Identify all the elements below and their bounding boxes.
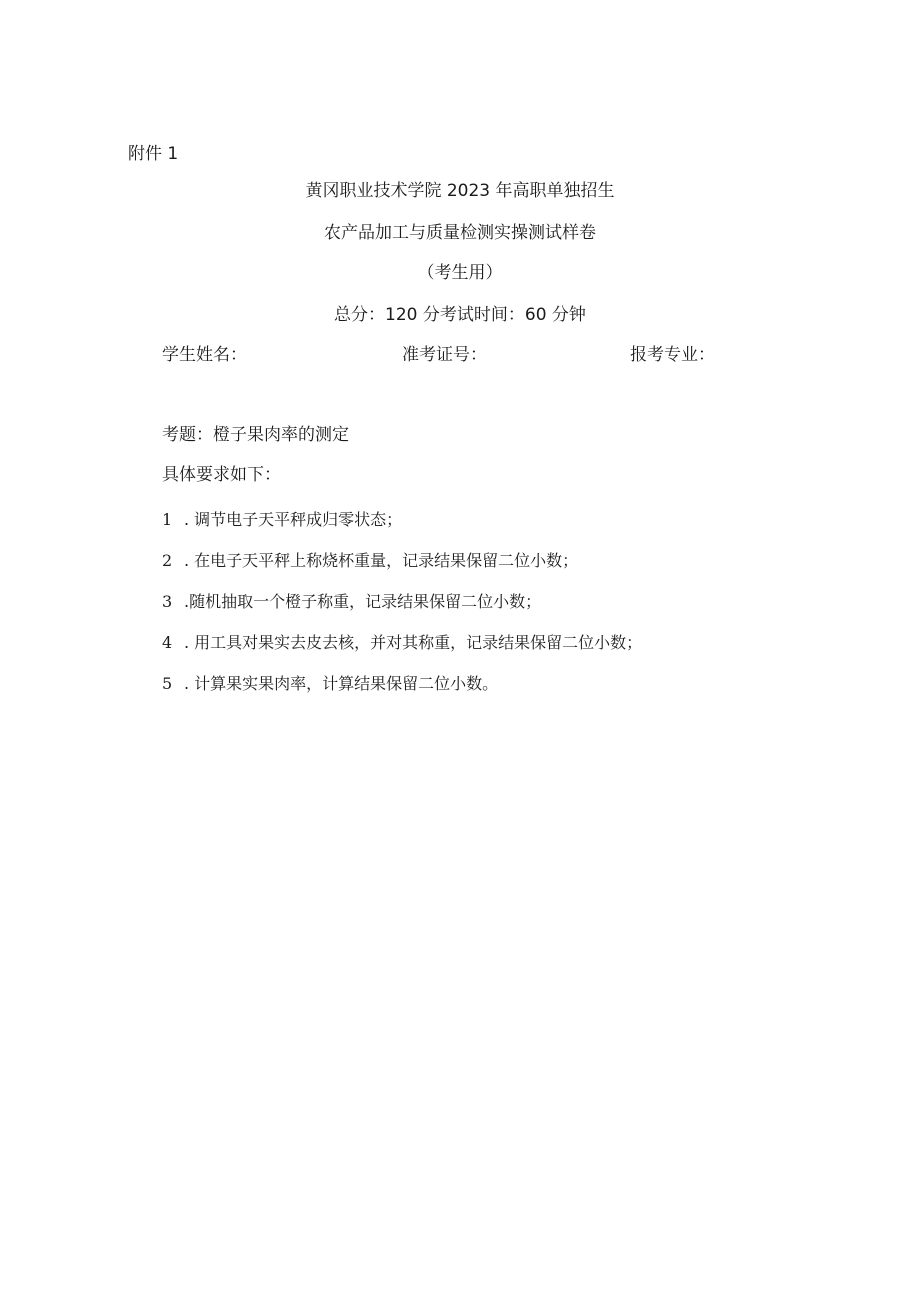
step-text: . 用工具对果实去皮去核，并对其称重，记录结果保留二位小数； [184,633,643,652]
major-label: 报考专业： [630,345,715,365]
step-number: 3 [162,592,173,611]
step-text: .随机抽取一个橙子称重，记录结果保留二位小数； [184,592,542,611]
step-number: 4 [162,633,173,652]
attachment-label: 附件 1 [128,144,179,164]
student-info-row [0,344,920,368]
exam-topic: 考题：橙子果肉率的测定 [162,425,349,445]
list-item [162,509,402,531]
document-title-line2: 农产品加工与质量检测实操测试样卷 [324,223,596,243]
document-title-line1: 黄冈职业技术学院 2023 年高职单独招生 [305,181,615,201]
document-subtitle: （考生用） [417,263,503,283]
exam-id-label: 准考证号： [402,345,487,365]
step-number: 2 [162,551,173,570]
list-item [162,591,541,613]
list-item [162,673,498,695]
student-name-label: 学生姓名： [162,345,247,365]
list-item [162,550,578,572]
step-number: 5 [162,674,173,693]
step-text: . 在电子天平秤上称烧杯重量，记录结果保留二位小数； [184,551,579,570]
step-number: 1 [162,510,173,529]
list-item [162,632,642,654]
step-text: . 计算果实果肉率，计算结果保留二位小数。 [184,674,499,693]
step-text: . 调节电子天平秤成归零状态； [184,510,403,529]
requirements-heading: 具体要求如下： [162,465,281,485]
score-time-line: 总分：120 分考试时间：60 分钟 [334,305,586,325]
